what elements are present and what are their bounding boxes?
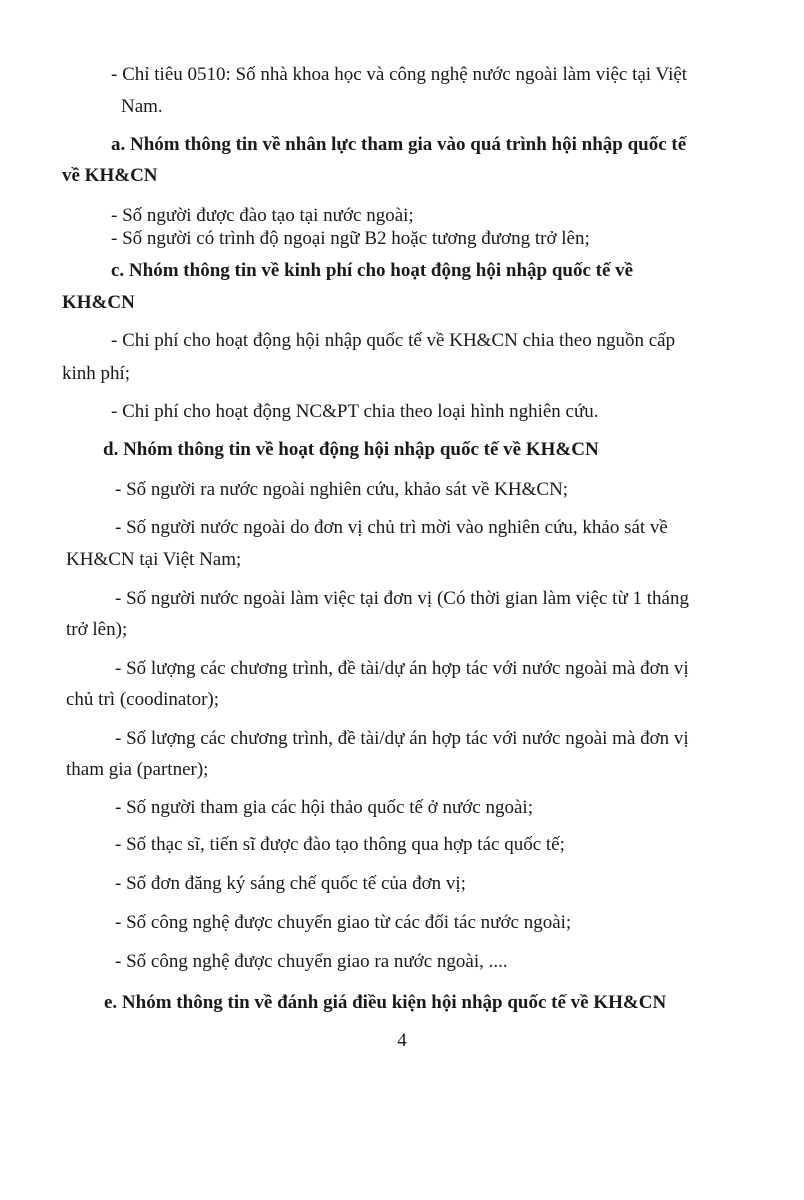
section-a-heading-continued: về KH&CN — [62, 165, 158, 186]
section-d-item: - Số người tham gia các hội thảo quốc tế ở nước ngoài; — [115, 797, 533, 818]
section-d-item-continued: KH&CN tại Việt Nam; — [66, 549, 242, 570]
section-d-item: - Số thạc sĩ, tiến sĩ được đào tạo thông qua hợp tác quốc tế; — [115, 834, 565, 855]
section-d-item: - Số người nước ngoài do đơn vị chủ trì mời vào nghiên cứu, khảo sát về — [115, 517, 668, 538]
section-c-item: - Chi phí cho hoạt động NC&PT chia theo loại hình nghiên cứu. — [111, 401, 599, 422]
page-number: 4 — [397, 1030, 407, 1051]
section-d-item: - Số công nghệ được chuyển giao từ các đối tác nước ngoài; — [115, 912, 572, 933]
section-d-item: - Số lượng các chương trình, đề tài/dự án hợp tác với nước ngoài mà đơn vị — [115, 658, 689, 679]
section-c-heading: c. Nhóm thông tin về kinh phí cho hoạt động hội nhập quốc tế về — [111, 260, 634, 281]
section-e-heading: e. Nhóm thông tin về đánh giá điều kiện hội nhập quốc tế về KH&CN — [104, 992, 667, 1013]
section-c-item: - Chi phí cho hoạt động hội nhập quốc tế về KH&CN chia theo nguồn cấp — [111, 330, 676, 351]
section-d-item: - Số người ra nước ngoài nghiên cứu, khảo sát về KH&CN; — [115, 479, 569, 500]
section-a-item: - Số người có trình độ ngoại ngữ B2 hoặc tương đương trở lên; — [111, 228, 590, 249]
section-d-item: - Số lượng các chương trình, đề tài/dự án hợp tác với nước ngoài mà đơn vị — [115, 728, 689, 749]
section-d-item: - Số công nghệ được chuyển giao ra nước ngoài, .... — [115, 951, 508, 972]
section-d-heading: d. Nhóm thông tin về hoạt động hội nhập quốc tế về KH&CN — [103, 439, 599, 460]
section-a-heading: a. Nhóm thông tin về nhân lực tham gia vào quá trình hội nhập quốc tế — [111, 134, 687, 155]
section-d-item-continued: chủ trì (coodinator); — [66, 689, 220, 710]
section-d-item-continued: trở lên); — [66, 619, 128, 640]
section-c-heading-continued: KH&CN — [62, 292, 135, 313]
intro-line-continued: Nam. — [121, 96, 163, 117]
section-c-item-continued: kinh phí; — [62, 363, 131, 384]
intro-line: - Chỉ tiêu 0510: Số nhà khoa học và công nghệ nước ngoài làm việc tại Việt — [111, 64, 688, 85]
section-d-item: - Số người nước ngoài làm việc tại đơn vị (Có thời gian làm việc từ 1 tháng — [115, 588, 689, 609]
section-a-item: - Số người được đào tạo tại nước ngoài; — [111, 205, 414, 226]
section-d-item: - Số đơn đăng ký sáng chế quốc tế của đơn vị; — [115, 873, 466, 894]
section-d-item-continued: tham gia (partner); — [66, 759, 209, 780]
